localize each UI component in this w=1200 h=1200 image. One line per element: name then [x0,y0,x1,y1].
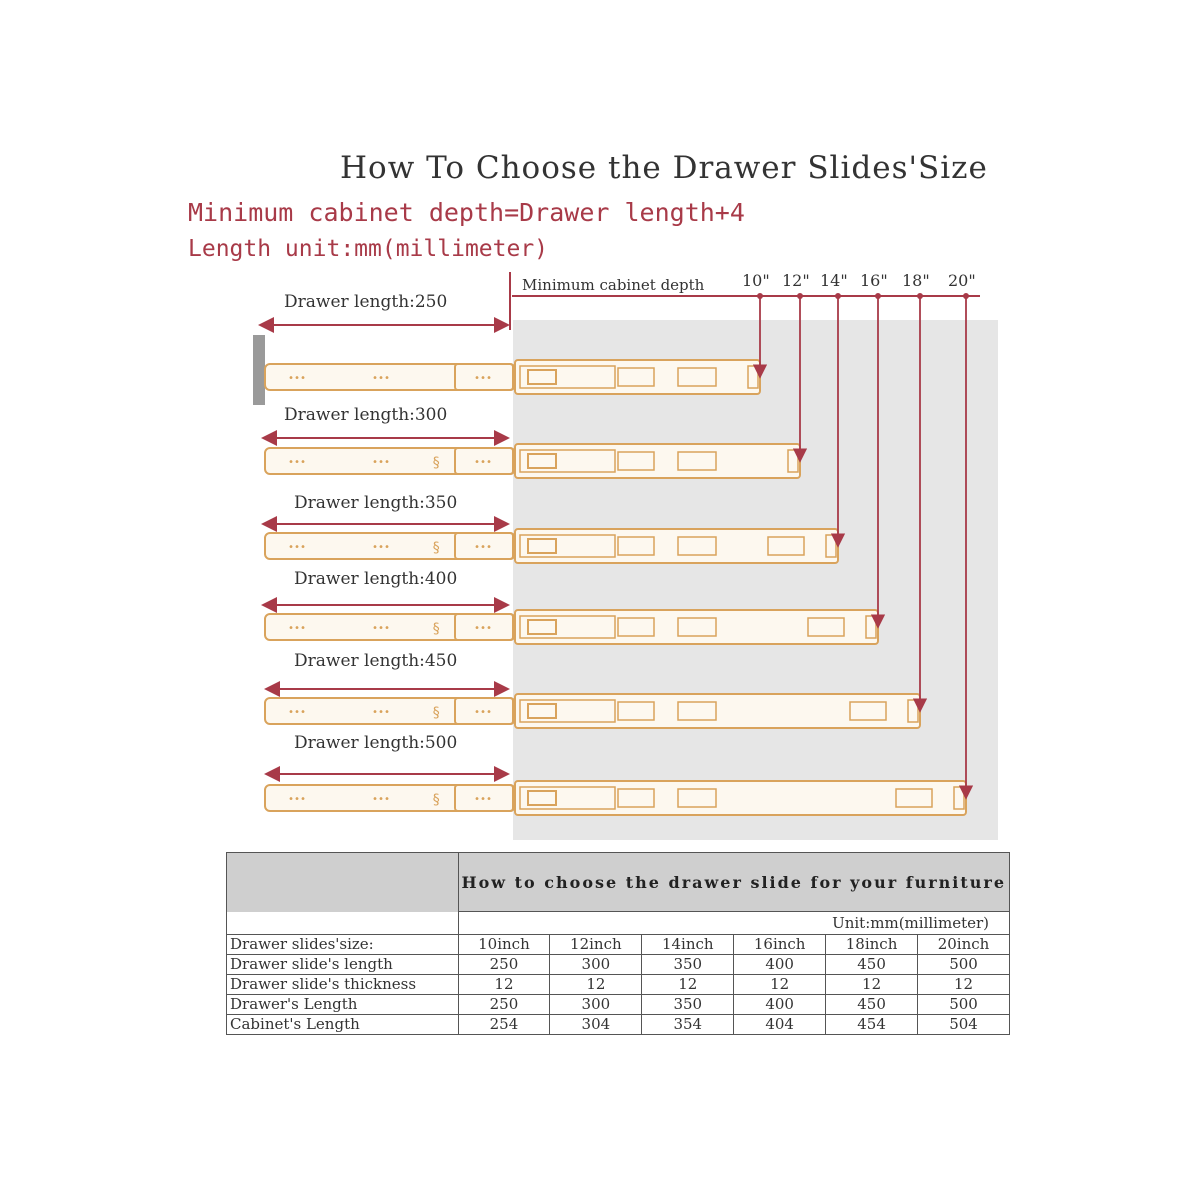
table-row [227,935,1010,955]
svg-text:•••: ••• [372,623,391,634]
depth-label-5: 20" [948,271,976,290]
cabinet-member [515,360,760,394]
cabinet-member [515,781,966,815]
depth-label-1: 12" [782,271,810,290]
table-column-header: 10inch [458,935,550,955]
table-row-label: Drawer slide's length [227,955,459,975]
svg-text:•••: ••• [288,707,307,718]
drawer-length-label: Drawer length:300 [284,405,448,425]
svg-text:•••: ••• [288,373,307,384]
svg-text:•••: ••• [372,707,391,718]
table-row [227,1015,1010,1035]
depth-label-4: 18" [902,271,930,290]
table-unit-row [227,912,1010,935]
table-cell: 354 [642,1015,734,1035]
table-cell: 12 [458,975,550,995]
table-column-header: 14inch [642,935,734,955]
table-row [227,975,1010,995]
svg-text:•••: ••• [288,623,307,634]
table-cell: 404 [734,1015,826,1035]
svg-text:•••: ••• [288,542,307,553]
drawer-length-label: Drawer length:500 [294,733,458,753]
cabinet-member [515,529,838,563]
table-cell: 12 [734,975,826,995]
drawer-length-label: Drawer length:450 [294,651,458,671]
table-cell: 250 [458,955,550,975]
svg-text:•••: ••• [474,542,493,553]
table-row-label: Drawer slides'size: [227,935,459,955]
table-cell: 300 [550,955,642,975]
svg-text:§: § [432,540,441,556]
table-cell: 400 [734,995,826,1015]
svg-text:•••: ••• [474,794,493,805]
svg-text:•••: ••• [372,373,391,384]
table-cell: 450 [826,955,918,975]
table-cell: 12 [918,975,1010,995]
size-table [226,852,1010,1035]
svg-text:•••: ••• [372,542,391,553]
table-heading: How to choose the drawer slide for your furniture [458,853,1010,912]
table-column-header: 16inch [734,935,826,955]
svg-text:•••: ••• [474,623,493,634]
table-column-header: 18inch [826,935,918,955]
length-unit-note: Length unit:mm(millimeter) [188,236,549,262]
svg-text:•••: ••• [372,794,391,805]
table-column-header: 20inch [918,935,1010,955]
svg-text:•••: ••• [474,457,493,468]
table-cell: 450 [826,995,918,1015]
svg-text:§: § [432,792,441,808]
depth-label-2: 14" [820,271,848,290]
cabinet-depth-label: Minimum cabinet depth [522,276,705,294]
svg-text:•••: ••• [288,457,307,468]
table-cell: 12 [550,975,642,995]
svg-text:§: § [432,705,441,721]
table-row-label: Drawer's Length [227,995,459,1015]
table-cell: 12 [826,975,918,995]
depth-label-3: 16" [860,271,888,290]
cabinet-member [515,610,878,644]
table-cell: 350 [642,955,734,975]
page-title: How To Choose the Drawer Slides'Size [340,150,988,186]
depth-formula: Minimum cabinet depth=Drawer length+4 [188,198,745,227]
svg-text:•••: ••• [474,373,493,384]
svg-text:§: § [432,621,441,637]
cabinet-area [513,320,998,840]
table-cell: 500 [918,955,1010,975]
table-row-label: Cabinet's Length [227,1015,459,1035]
cabinet-member [515,694,920,728]
table-cell: 250 [458,995,550,1015]
svg-text:•••: ••• [474,707,493,718]
table-cell: 454 [826,1015,918,1035]
table-row [227,995,1010,1015]
drawer-length-label: Drawer length:350 [294,493,458,513]
depth-label-0: 10" [742,271,770,290]
table-header-row [227,853,1010,912]
table-row-label: Drawer slide's thickness [227,975,459,995]
cabinet-front-panel [253,335,265,405]
drawer-length-label: Drawer length:400 [294,569,458,589]
table-cell: 350 [642,995,734,1015]
table-cell: 400 [734,955,826,975]
table-column-header: 12inch [550,935,642,955]
table-cell: 12 [642,975,734,995]
table-cell: 500 [918,995,1010,1015]
table-unit: Unit:mm(millimeter) [458,912,1010,935]
table-cell: 304 [550,1015,642,1035]
table-cell: 254 [458,1015,550,1035]
table-row [227,955,1010,975]
svg-text:•••: ••• [372,457,391,468]
svg-text:•••: ••• [288,794,307,805]
cabinet-member [515,444,800,478]
table-cell: 300 [550,995,642,1015]
drawer-length-label: Drawer length:250 [284,292,448,312]
table-cell: 504 [918,1015,1010,1035]
svg-text:§: § [432,455,441,471]
